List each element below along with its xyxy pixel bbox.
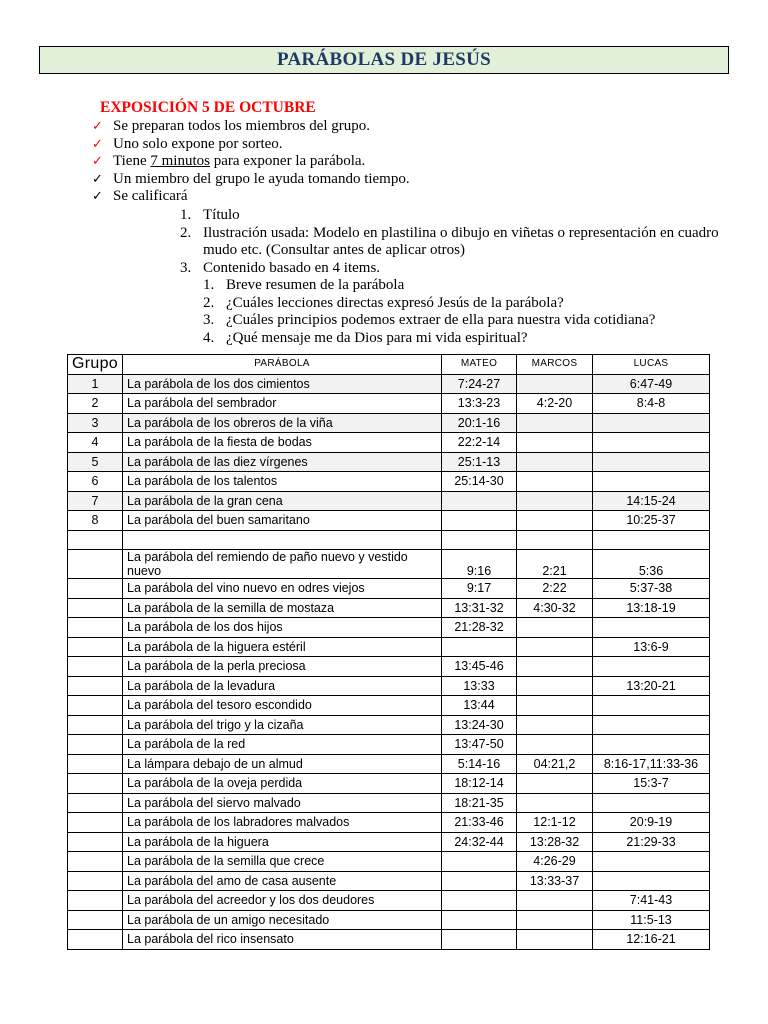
cell-parabola: La parábola de los labradores malvados <box>123 813 442 833</box>
cell-grupo: 1 <box>68 374 123 394</box>
cell-marcos <box>517 696 593 716</box>
cell-marcos <box>517 657 593 677</box>
cell-grupo <box>68 550 123 579</box>
content-item <box>203 295 725 313</box>
cell-grupo: 5 <box>68 452 123 472</box>
item-text: Título <box>203 207 240 223</box>
cell-parabola: La parábola de la levadura <box>123 676 442 696</box>
table-row <box>68 871 710 891</box>
cell-lucas <box>593 472 710 492</box>
criteria-item <box>180 207 725 225</box>
instruction-item <box>92 118 410 136</box>
table-row <box>68 433 710 453</box>
table-row <box>68 637 710 657</box>
item-number: 2. <box>180 224 192 241</box>
cell-lucas <box>593 715 710 735</box>
cell-grupo: 3 <box>68 413 123 433</box>
cell-mateo <box>442 910 517 930</box>
cell-parabola: La parábola de los dos cimientos <box>123 374 442 394</box>
cell-grupo <box>68 793 123 813</box>
cell-grupo: 7 <box>68 491 123 511</box>
cell-lucas <box>593 871 710 891</box>
cell-lucas <box>593 657 710 677</box>
cell-parabola: La parábola de la red <box>123 735 442 755</box>
table-row <box>68 452 710 472</box>
cell-parabola: La parábola del rico insensato <box>123 930 442 950</box>
item-text: Ilustración usada: Modelo en plastilina o dibujo en viñetas o representación en cuadro mudo etc. (Consultar antes de aplicar otros) <box>203 224 719 258</box>
cell-marcos: 13:33-37 <box>517 871 593 891</box>
cell-parabola: La parábola del amo de casa ausente <box>123 871 442 891</box>
cell-grupo <box>68 871 123 891</box>
cell-grupo <box>68 676 123 696</box>
cell-lucas: 11:5-13 <box>593 910 710 930</box>
cell-parabola: La parábola del vino nuevo en odres viejos <box>123 579 442 599</box>
cell-mateo <box>442 637 517 657</box>
cell-parabola: La parábola de la semilla que crece <box>123 852 442 872</box>
cell-grupo <box>68 657 123 677</box>
cell-parabola: La parábola de la semilla de mostaza <box>123 598 442 618</box>
cell-grupo <box>68 910 123 930</box>
content-item <box>203 312 725 330</box>
item-text: Breve resumen de la parábola <box>226 277 405 293</box>
item-number: 1. <box>180 207 192 223</box>
cell-mateo: 9:16 <box>442 550 517 579</box>
cell-lucas: 13:18-19 <box>593 598 710 618</box>
cell-marcos <box>517 891 593 911</box>
cell-lucas: 8:4-8 <box>593 394 710 414</box>
table-row <box>68 579 710 599</box>
cell-parabola: La parábola del siervo malvado <box>123 793 442 813</box>
table-row <box>68 696 710 716</box>
cell-grupo: 8 <box>68 511 123 531</box>
content-item <box>203 277 725 295</box>
cell-mateo: 21:28-32 <box>442 618 517 638</box>
instruction-text-end: para exponer la parábola. <box>209 153 366 169</box>
grading-criteria-list <box>180 207 725 347</box>
table-row <box>68 735 710 755</box>
cell-grupo <box>68 715 123 735</box>
cell-mateo <box>442 491 517 511</box>
cell-mateo: 13:24-30 <box>442 715 517 735</box>
cell-mateo <box>442 511 517 531</box>
instruction-item <box>92 153 410 171</box>
page-title: PARÁBOLAS DE JESÚS <box>276 49 492 70</box>
cell-marcos: 4:2-20 <box>517 394 593 414</box>
table-row <box>68 550 710 579</box>
item-text: Contenido basado en 4 items. <box>203 259 381 276</box>
table-row <box>68 511 710 531</box>
cell-marcos <box>517 374 593 394</box>
cell-mateo: 18:21-35 <box>442 793 517 813</box>
cell-mateo: 13:3-23 <box>442 394 517 414</box>
cell-lucas <box>593 413 710 433</box>
instruction-text: Un miembro del grupo le ayuda tomando tiempo. <box>113 170 410 187</box>
cell-marcos: 13:28-32 <box>517 832 593 852</box>
instruction-text: Se preparan todos los miembros del grupo. <box>113 118 371 134</box>
cell-grupo <box>68 754 123 774</box>
cell-mateo <box>442 852 517 872</box>
cell-grupo: 6 <box>68 472 123 492</box>
cell-grupo <box>68 637 123 657</box>
cell-mateo: 13:31-32 <box>442 598 517 618</box>
cell-marcos <box>517 930 593 950</box>
item-number: 4. <box>203 329 215 346</box>
cell-mateo: 5:14-16 <box>442 754 517 774</box>
table-header-row <box>68 355 710 375</box>
instruction-item <box>92 188 410 206</box>
instruction-item <box>92 171 410 189</box>
cell-marcos <box>517 637 593 657</box>
header-marcos: MARCOS <box>517 355 593 375</box>
header-mateo: MATEO <box>442 355 517 375</box>
cell-grupo <box>68 813 123 833</box>
cell-lucas: 5:36 <box>593 550 710 579</box>
table-row <box>68 793 710 813</box>
cell-lucas: 21:29-33 <box>593 832 710 852</box>
table-row <box>68 394 710 414</box>
title-banner <box>39 46 729 74</box>
cell-marcos <box>517 676 593 696</box>
cell-lucas: 13:20-21 <box>593 676 710 696</box>
cell-mateo: 25:1-13 <box>442 452 517 472</box>
table-row <box>68 472 710 492</box>
cell-grupo <box>68 696 123 716</box>
item-text: ¿Cuáles principios podemos extraer de ella para nuestra vida cotidiana? <box>226 312 656 328</box>
cell-lucas: 7:41-43 <box>593 891 710 911</box>
cell-parabola: La parábola de la oveja perdida <box>123 774 442 794</box>
table-row <box>68 413 710 433</box>
cell-parabola: La parábola del sembrador <box>123 394 442 414</box>
table-row <box>68 598 710 618</box>
cell-lucas: 12:16-21 <box>593 930 710 950</box>
cell-marcos: 4:26-29 <box>517 852 593 872</box>
cell-lucas <box>593 452 710 472</box>
cell-mateo: 13:44 <box>442 696 517 716</box>
criteria-item <box>180 225 725 260</box>
header-parabola: PARÁBOLA <box>123 355 442 375</box>
cell-lucas <box>593 735 710 755</box>
cell-lucas: 15:3-7 <box>593 774 710 794</box>
cell-parabola: La parábola de la fiesta de bodas <box>123 433 442 453</box>
instruction-item <box>92 136 410 154</box>
cell-lucas: 13:6-9 <box>593 637 710 657</box>
cell-marcos <box>517 774 593 794</box>
checkmark-icon: ✓ <box>92 189 103 204</box>
cell-lucas: 20:9-19 <box>593 813 710 833</box>
cell-grupo <box>68 852 123 872</box>
cell-grupo <box>68 774 123 794</box>
cell-parabola: La parábola de la gran cena <box>123 491 442 511</box>
cell-marcos: 12:1-12 <box>517 813 593 833</box>
cell-parabola: La parábola del buen samaritano <box>123 511 442 531</box>
cell-parabola: La parábola de un amigo necesitado <box>123 910 442 930</box>
cell-lucas: 6:47-49 <box>593 374 710 394</box>
table-row <box>68 930 710 950</box>
cell-mateo: 13:45-46 <box>442 657 517 677</box>
cell-lucas: 10:25-37 <box>593 511 710 531</box>
cell-grupo: 2 <box>68 394 123 414</box>
cell-lucas: 8:16-17,11:33-36 <box>593 754 710 774</box>
criteria-item <box>180 260 725 278</box>
cell-parabola: La parábola de los obreros de la viña <box>123 413 442 433</box>
table-row <box>68 910 710 930</box>
table-row <box>68 374 710 394</box>
cell-mateo: 24:32-44 <box>442 832 517 852</box>
table-row <box>68 774 710 794</box>
cell-marcos: 04:21,2 <box>517 754 593 774</box>
instruction-underlined-text: 7 minutos <box>150 153 210 169</box>
cell-grupo <box>68 618 123 638</box>
table-row <box>68 852 710 872</box>
cell-mateo <box>442 871 517 891</box>
cell-grupo: 4 <box>68 433 123 453</box>
item-number: 3. <box>203 312 215 328</box>
cell-lucas <box>593 696 710 716</box>
cell-grupo <box>68 832 123 852</box>
table-row <box>68 891 710 911</box>
cell-marcos <box>517 618 593 638</box>
cell-grupo <box>68 530 123 550</box>
cell-lucas: 14:15-24 <box>593 491 710 511</box>
checkmark-icon: ✓ <box>92 119 103 134</box>
cell-grupo <box>68 735 123 755</box>
cell-parabola: La parábola de la higuera <box>123 832 442 852</box>
instruction-text: Uno solo expone por sorteo. <box>113 135 283 152</box>
cell-lucas <box>593 433 710 453</box>
cell-mateo: 21:33-46 <box>442 813 517 833</box>
cell-parabola: La lámpara debajo de un almud <box>123 754 442 774</box>
cell-parabola: La parábola de los dos hijos <box>123 618 442 638</box>
cell-marcos <box>517 491 593 511</box>
content-items-list <box>203 277 725 347</box>
cell-marcos <box>517 452 593 472</box>
table-row <box>68 530 710 550</box>
parables-table <box>67 354 710 950</box>
instructions-list <box>92 118 410 206</box>
table-row <box>68 618 710 638</box>
cell-marcos <box>517 530 593 550</box>
cell-parabola: La parábola de los talentos <box>123 472 442 492</box>
header-lucas: LUCAS <box>593 355 710 375</box>
cell-parabola: La parábola del acreedor y los dos deudores <box>123 891 442 911</box>
cell-mateo <box>442 530 517 550</box>
cell-parabola: La parábola de la higuera estéril <box>123 637 442 657</box>
content-item <box>203 330 725 348</box>
item-number: 1. <box>203 277 215 293</box>
cell-mateo <box>442 891 517 911</box>
cell-marcos <box>517 472 593 492</box>
table-row <box>68 715 710 735</box>
cell-marcos: 2:21 <box>517 550 593 579</box>
cell-mateo: 13:33 <box>442 676 517 696</box>
table-row <box>68 813 710 833</box>
instruction-text: Tiene <box>113 153 151 169</box>
cell-lucas <box>593 852 710 872</box>
cell-mateo <box>442 930 517 950</box>
cell-marcos: 4:30-32 <box>517 598 593 618</box>
cell-marcos <box>517 735 593 755</box>
cell-mateo: 7:24-27 <box>442 374 517 394</box>
item-number: 3. <box>180 259 192 276</box>
instruction-text: Se calificará <box>113 188 188 204</box>
table-row <box>68 657 710 677</box>
header-grupo: Grupo <box>68 355 123 375</box>
table-row <box>68 754 710 774</box>
cell-marcos <box>517 413 593 433</box>
exposition-heading: EXPOSICIÓN 5 DE OCTUBRE <box>100 99 316 116</box>
cell-parabola: La parábola de la perla preciosa <box>123 657 442 677</box>
cell-lucas <box>593 618 710 638</box>
cell-mateo: 22:2-14 <box>442 433 517 453</box>
item-text: ¿Cuáles lecciones directas expresó Jesús de la parábola? <box>226 294 564 311</box>
cell-mateo: 25:14-30 <box>442 472 517 492</box>
checkmark-icon: ✓ <box>92 171 103 187</box>
cell-grupo <box>68 598 123 618</box>
table-row <box>68 832 710 852</box>
item-number: 2. <box>203 294 215 311</box>
cell-parabola: La parábola del tesoro escondido <box>123 696 442 716</box>
cell-marcos <box>517 715 593 735</box>
cell-grupo <box>68 891 123 911</box>
cell-parabola: La parábola del trigo y la cizaña <box>123 715 442 735</box>
table-row <box>68 491 710 511</box>
cell-mateo: 20:1-16 <box>442 413 517 433</box>
cell-marcos <box>517 433 593 453</box>
cell-parabola: La parábola del remiendo de paño nuevo y vestido nuevo <box>123 550 442 579</box>
cell-lucas <box>593 530 710 550</box>
cell-grupo <box>68 579 123 599</box>
cell-marcos <box>517 793 593 813</box>
cell-lucas: 5:37-38 <box>593 579 710 599</box>
table-row <box>68 676 710 696</box>
cell-lucas <box>593 793 710 813</box>
cell-marcos <box>517 910 593 930</box>
cell-grupo <box>68 930 123 950</box>
cell-mateo: 13:47-50 <box>442 735 517 755</box>
cell-mateo: 18:12-14 <box>442 774 517 794</box>
cell-parabola: La parábola de las diez vírgenes <box>123 452 442 472</box>
cell-mateo: 9:17 <box>442 579 517 599</box>
cell-marcos <box>517 511 593 531</box>
cell-marcos: 2:22 <box>517 579 593 599</box>
item-text: ¿Qué mensaje me da Dios para mi vida espiritual? <box>226 329 528 346</box>
checkmark-icon: ✓ <box>92 154 103 169</box>
checkmark-icon: ✓ <box>92 136 103 152</box>
cell-parabola <box>123 530 442 550</box>
